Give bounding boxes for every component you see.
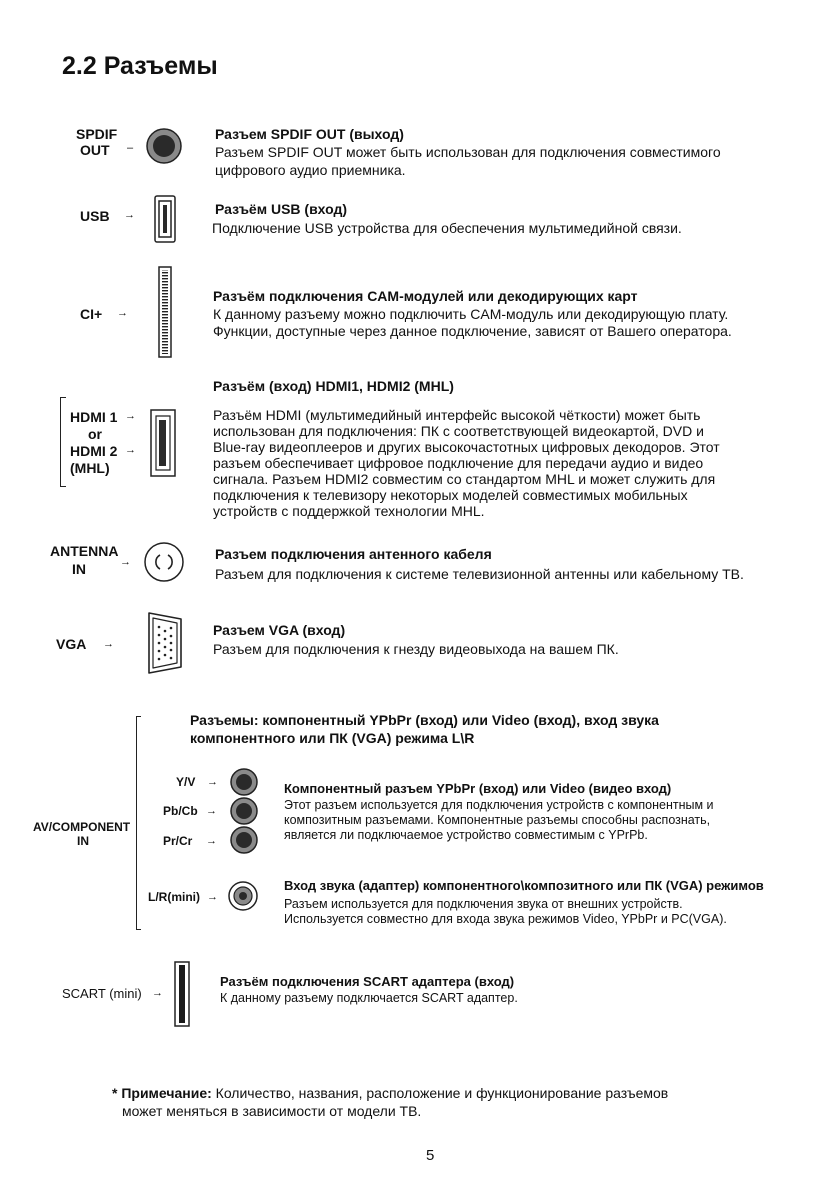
hdmi-desc-1: Разъём HDMI (мультимедийный интерфейс высокой чёткости) может быть (213, 407, 701, 423)
scart-desc-1: К данному разъему подключается SCART адаптер. (220, 991, 518, 1005)
hdmi-label-line1: HDMI 1 (70, 409, 118, 425)
ci-slot-icon (158, 266, 172, 358)
av-label-line1: AV/COMPONENT (33, 820, 131, 834)
hdmi-arrow-2: → (125, 444, 136, 456)
av-pr-label: Pr/Cr (163, 834, 193, 848)
hdmi-label-line2: HDMI 2 (70, 443, 118, 459)
spdif-label-line2: OUT (80, 142, 110, 158)
vga-port-icon (146, 610, 184, 676)
comp-desc-2: композитным разъемами. Компонентные разъемы способны распознать, (284, 813, 711, 827)
usb-heading: Разъём USB (вход) (215, 201, 348, 217)
antenna-arrow: → (120, 556, 131, 568)
page-title: 2.2 Разъемы (62, 52, 218, 80)
comp-heading: Компонентный разъем YPbPr (вход) или Video (видео вход) (284, 781, 672, 796)
antenna-heading: Разъем подключения антенного кабеля (215, 546, 492, 562)
usb-arrow: → (124, 209, 135, 221)
antenna-label-line1: ANTENNA (50, 543, 119, 559)
ci-label: CI+ (80, 306, 103, 322)
spdif-jack-icon (145, 127, 183, 165)
antenna-desc-1: Разъем для подключения к системе телевизионной антенны или кабельному ТВ. (215, 566, 744, 582)
ci-desc-1: К данному разъему можно подключить CAM-модуль или декодирующую плату. (213, 306, 729, 322)
usb-desc-1: Подключение USB устройства для обеспечения мультимедийной связи. (212, 220, 682, 236)
hdmi-label-line3: (MHL) (70, 460, 110, 476)
hdmi-desc-3: Blue-ray видеоплееров и других высокочастотных цифровых декодоров. Этот (213, 439, 720, 455)
vga-arrow: → (103, 638, 114, 650)
usb-port-icon (154, 195, 176, 243)
hdmi-port-icon (150, 409, 176, 477)
ci-heading: Разъём подключения CAM-модулей или декодирующих карт (213, 288, 638, 304)
scart-arrow: → (152, 987, 163, 999)
scart-label: SCART (mini) (62, 986, 142, 1001)
av-pr-arrow: → (206, 835, 217, 847)
spdif-desc-2: цифрового аудио приемника. (215, 162, 406, 178)
scart-slot-icon (174, 961, 190, 1027)
av-heading-1: Разъемы: компонентный YPbPr (вход) или Video (вход), вход звука (190, 712, 659, 728)
vga-heading: Разъем VGA (вход) (213, 622, 346, 638)
av-pb-arrow: → (206, 805, 217, 817)
note-prefix: * Примечание: (112, 1085, 212, 1101)
hdmi-bracket (60, 397, 66, 487)
hdmi-desc-2: использован для подключения: ПК с соответствующей видеокартой, DVD и (213, 423, 704, 439)
av-y-arrow: → (207, 776, 218, 788)
ci-desc-2: Функции, доступные через данное подключение, зависят от Вашего оператора. (213, 323, 732, 339)
spdif-desc-1: Разъем SPDIF OUT может быть использован для подключения совместимого (215, 144, 721, 160)
av-heading-2: компонентного или ПК (VGA) режима L\R (190, 730, 475, 746)
comp-desc-3: является ли подключаемое устройство совместимым с YPrPb. (284, 828, 648, 842)
spdif-arrow: – (127, 142, 134, 154)
hdmi-desc-5: сигнала. Разъем HDMI2 совместим со стандартом MHL и может служить для (213, 471, 716, 487)
page-number: 5 (426, 1147, 435, 1164)
vga-label: VGA (56, 636, 87, 652)
av-lr-arrow: → (207, 891, 218, 903)
av-lr-label: L/R(mini) (148, 890, 200, 904)
scart-heading: Разъём подключения SCART адаптера (вход) (220, 974, 515, 989)
comp-desc-1: Этот разъем используется для подключения устройств с компонентным и (284, 798, 714, 812)
spdif-heading: Разъем SPDIF OUT (выход) (215, 126, 404, 142)
usb-label: USB (80, 208, 110, 224)
av-pb-label: Pb/Cb (163, 804, 198, 818)
rca-jack-icon (229, 796, 259, 826)
vga-desc-1: Разъем для подключения к гнезду видеовыхода на вашем ПК. (213, 641, 619, 657)
hdmi-heading: Разъём (вход) HDMI1, HDMI2 (MHL) (213, 378, 454, 394)
antenna-jack-icon (143, 541, 185, 583)
spdif-label-line1: SPDIF (76, 126, 118, 142)
audio-desc-1: Разъем используется для подключения звука от внешних устройств. (284, 897, 683, 911)
note-text-2: может меняться в зависимости от модели ТВ. (122, 1103, 422, 1119)
av-y-label: Y/V (176, 775, 196, 789)
antenna-label-line2: IN (72, 561, 86, 577)
note-text-1: Количество, названия, расположение и функционирование разъемов (215, 1085, 669, 1101)
rca-jack-icon (229, 767, 259, 797)
hdmi-arrow-1: → (125, 410, 136, 422)
audio-desc-2: Используется совместно для входа звука режимов Video, YPbPr и PC(VGA). (284, 912, 727, 926)
ci-arrow: → (117, 307, 128, 319)
hdmi-desc-6: подключения к телевизору некоторых моделей совместимых мобильных (213, 487, 688, 503)
hdmi-desc-7: устройств с поддержкой технологии MHL. (213, 503, 485, 519)
hdmi-desc-4: разъем обеспечивает цифровое подключение для передачи аудио и видео (213, 455, 704, 471)
rca-jack-icon (229, 825, 259, 855)
av-label-line2: IN (77, 834, 89, 848)
note-line-1 (112, 1085, 668, 1101)
audio-heading: Вход звука (адаптер) компонентного\композитного или ПК (VGA) режимов (284, 878, 764, 893)
mini-jack-icon (227, 880, 259, 912)
hdmi-label-or: or (88, 426, 102, 442)
av-bracket (136, 716, 141, 930)
